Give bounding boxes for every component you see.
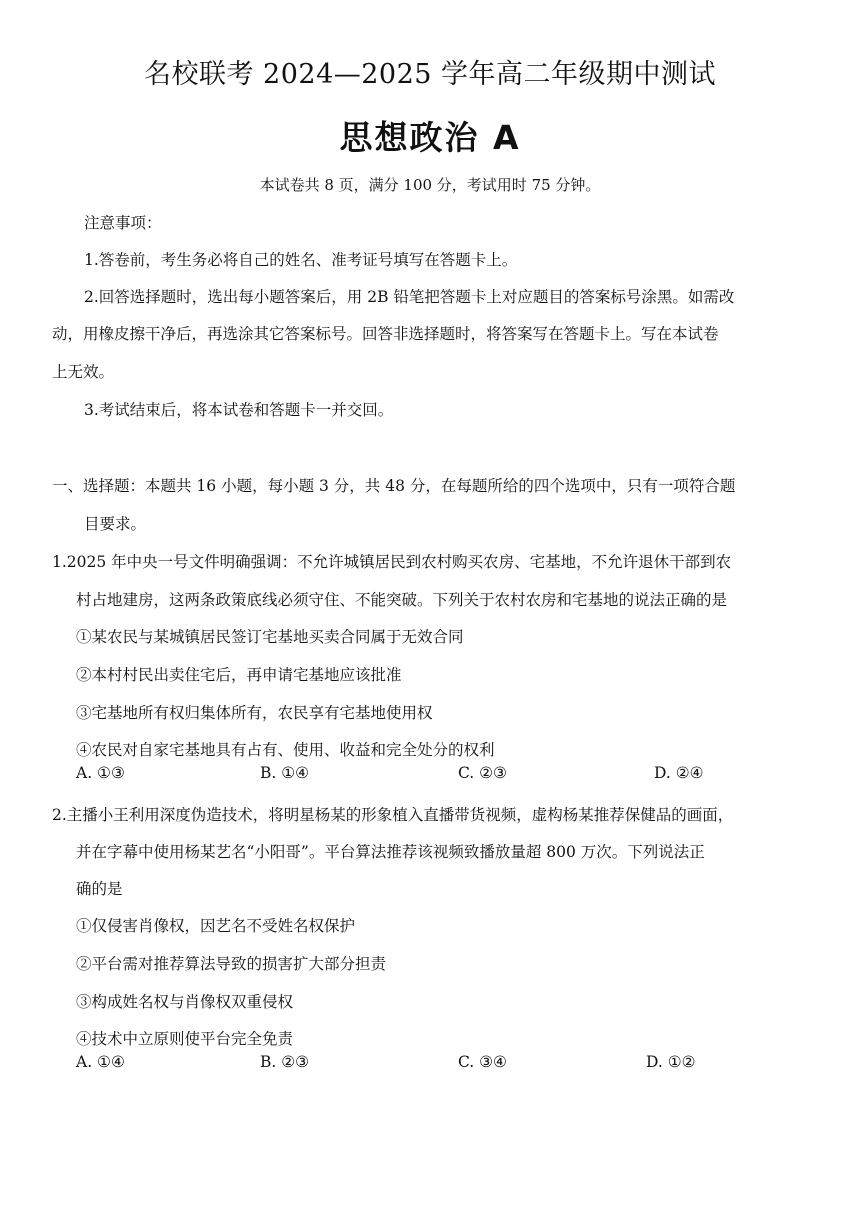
notice-item-2-line-1: 2.回答选择题时，选出每小题答案后，用 2B 铅笔把答题卡上对应题目的答案标号涂黑。如需改	[84, 288, 735, 306]
q1-option-c: C. ②③	[458, 764, 507, 782]
q1-statement-2: ②本村村民出卖住宅后，再申请宅基地应该批准	[76, 666, 402, 684]
subject-title: 思想政治 A	[339, 118, 521, 157]
q2-stem-line-3: 确的是	[76, 880, 123, 898]
exam-title: 名校联考 2024—2025 学年高二年级期中测试	[143, 59, 717, 90]
q2-option-d: D. ①②	[646, 1053, 696, 1071]
q2-stem-line-1: 2.主播小王利用深度伪造技术，将明星杨某的形象植入直播带货视频，虚构杨某推荐保健品的画面，	[52, 806, 734, 824]
notice-item-2-line-2: 动，用橡皮擦干净后，再选涂其它答案标号。回答非选择题时，将答案写在答题卡上。写在本试卷	[52, 325, 719, 343]
notice-item-2-line-3: 上无效。	[52, 363, 115, 381]
notice-heading: 注意事项：	[84, 214, 162, 232]
q1-statement-1: ①某农民与某城镇居民签订宅基地买卖合同属于无效合同	[76, 628, 464, 646]
notice-item-1: 1.答卷前，考生务必将自己的姓名、准考证号填写在答题卡上。	[84, 251, 518, 269]
q1-option-d: D. ②④	[654, 764, 704, 782]
q2-statement-2: ②平台需对推荐算法导致的损害扩大部分担责	[76, 955, 387, 973]
q2-stem-line-2: 并在字幕中使用杨某艺名“小阳哥”。平台算法推荐该视频致播放量超 800 万次。下列说法正	[76, 843, 705, 861]
q2-option-c: C. ③④	[458, 1053, 507, 1071]
section-1-heading-line-2: 目要求。	[84, 515, 147, 533]
q1-stem-line-1: 1.2025 年中央一号文件明确强调：不允许城镇居民到农村购买农房、宅基地，不允许退休干部到农	[52, 553, 732, 571]
q1-statement-3: ③宅基地所有权归集体所有，农民享有宅基地使用权	[76, 704, 433, 722]
q1-stem-line-2: 村占地建房，这两条政策底线必须守住、不能突破。下列关于农村农房和宅基地的说法正确的是	[76, 591, 728, 609]
q2-statement-3: ③构成姓名权与肖像权双重侵权	[76, 993, 294, 1011]
q2-statement-1: ①仅侵害肖像权，因艺名不受姓名权保护	[76, 917, 356, 935]
exam-info: 本试卷共 8 页，满分 100 分，考试用时 75 分钟。	[259, 176, 601, 194]
section-1-heading-line-1: 一、选择题：本题共 16 小题，每小题 3 分，共 48 分，在每题所给的四个选项中，只有一项符合题	[52, 477, 736, 495]
notice-item-3: 3.考试结束后，将本试卷和答题卡一并交回。	[84, 401, 394, 419]
q1-statement-4: ④农民对自家宅基地具有占有、使用、收益和完全处分的权利	[76, 741, 495, 759]
q2-option-a: A. ①④	[76, 1053, 125, 1071]
q1-option-a: A. ①③	[76, 764, 125, 782]
q2-option-b: B. ②③	[260, 1053, 310, 1071]
q1-option-b: B. ①④	[260, 764, 310, 782]
q2-statement-4: ④技术中立原则使平台完全免责	[76, 1030, 294, 1048]
